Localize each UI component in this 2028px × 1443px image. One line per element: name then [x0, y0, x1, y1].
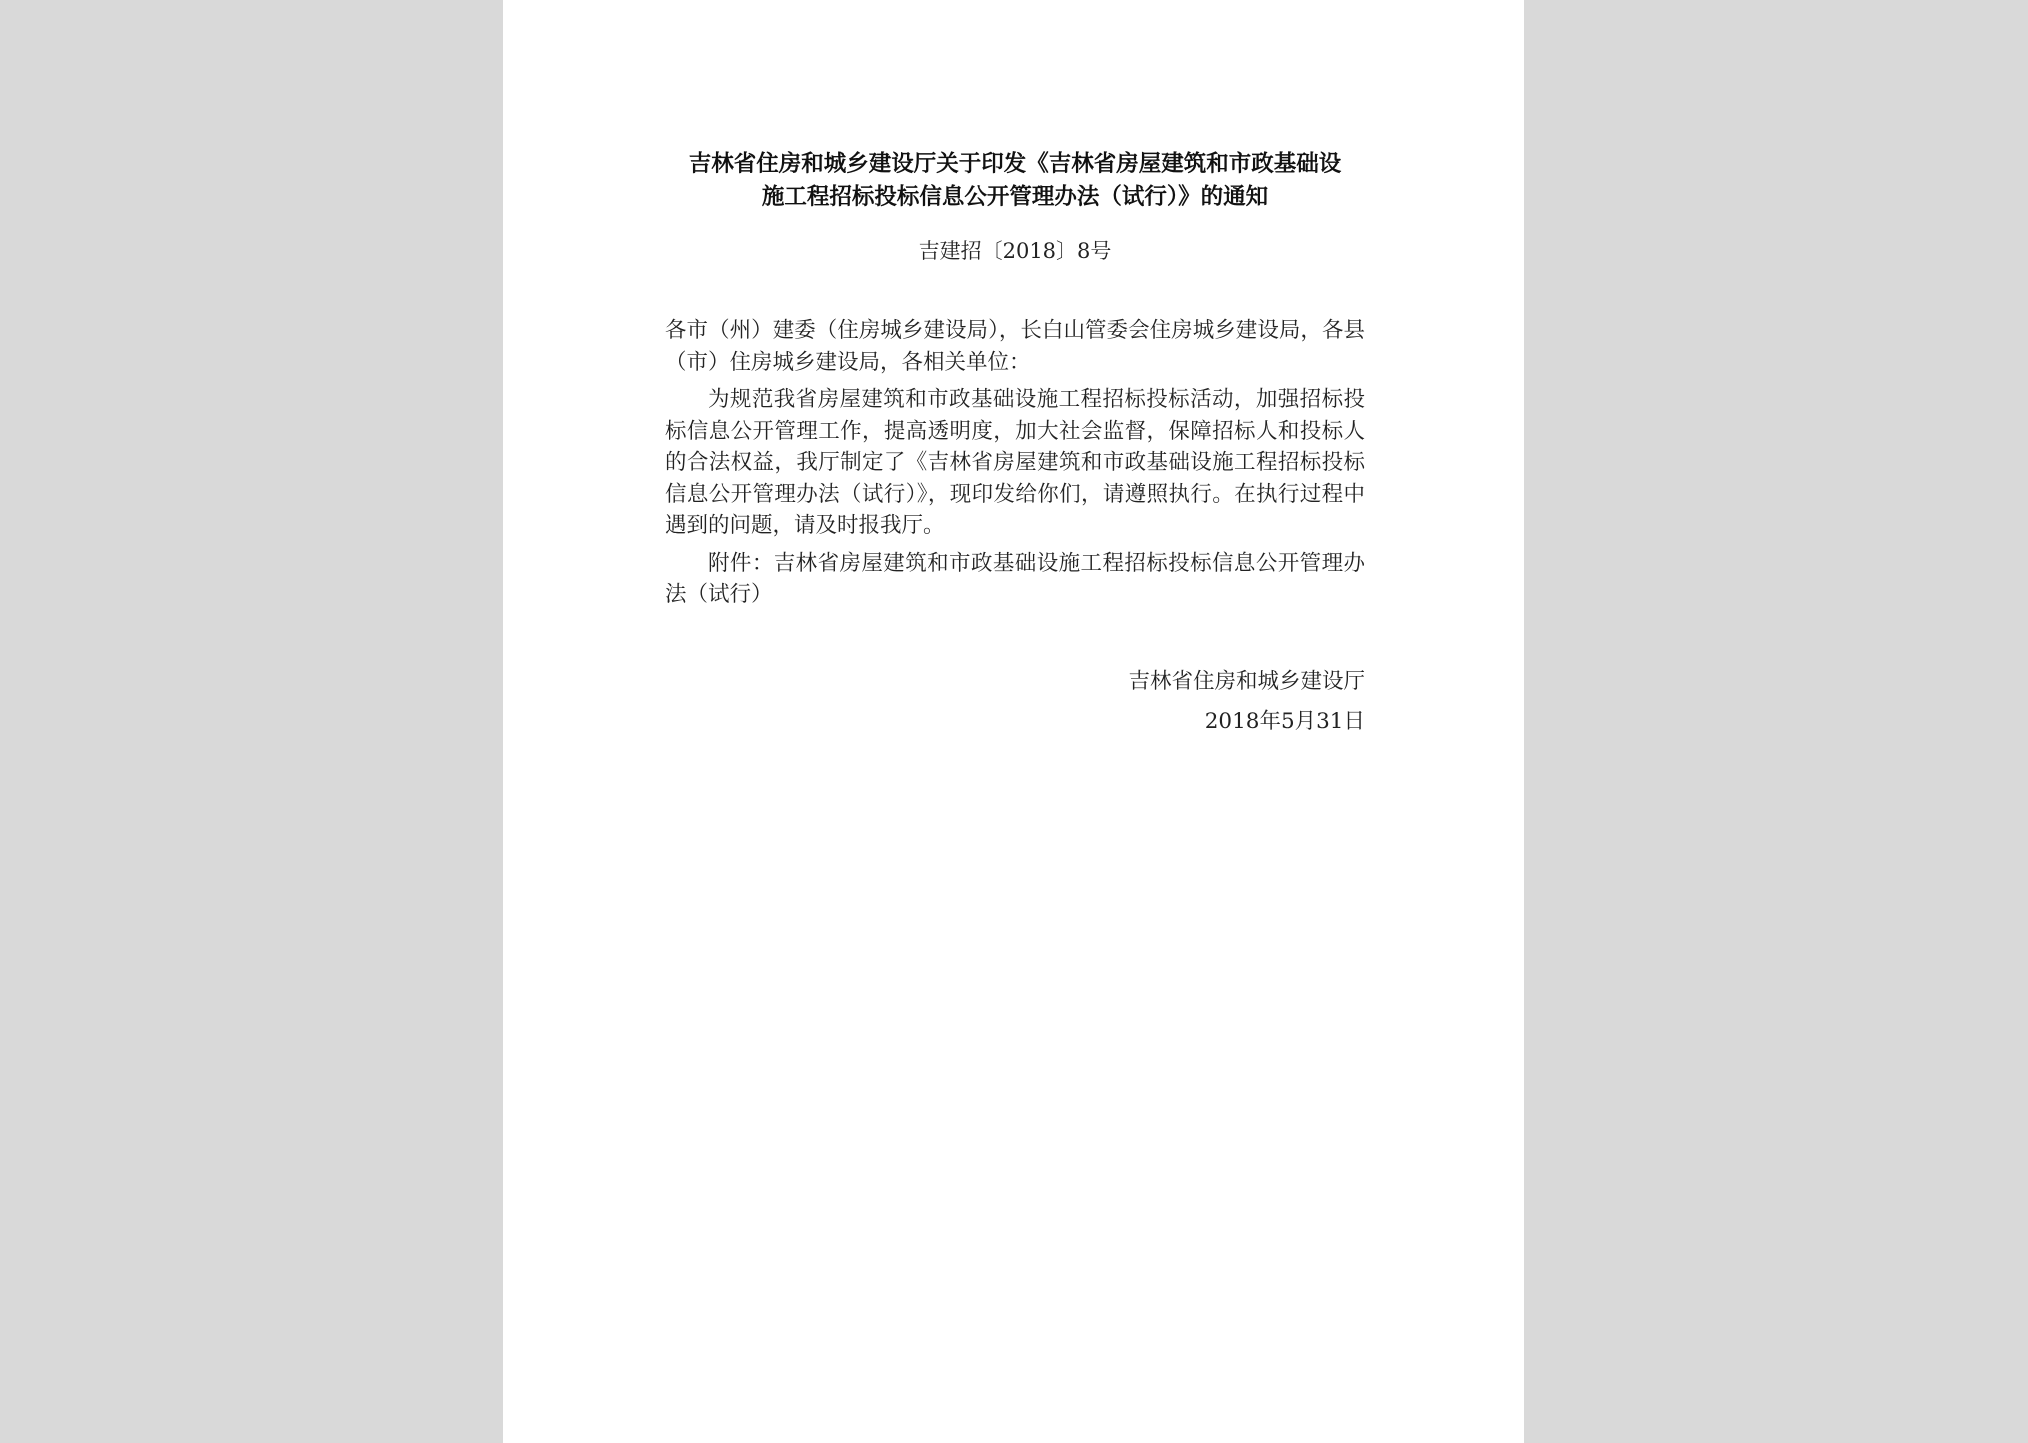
document-number: 吉建招〔2018〕8号: [918, 239, 1112, 263]
salutation: 各市（州）建委（住房城乡建设局），长白山管委会住房城乡建设局，各县（市）住房城乡建设局，各相关单位：: [665, 318, 1365, 375]
document-title-line-2: 施工程招标投标信息公开管理办法（试行）》的通知: [761, 184, 1269, 210]
body-paragraph: 为规范我省房屋建筑和市政基础设施工程招标投标活动，加强招标投标信息公开管理工作，提高透明度，加大社会监督，保障招标人和投标人的合法权益，我厅制定了《吉林省房屋建筑和市政基础设施工程招标投标信息公开管理办法（试行）》，现印发给你们，请遵照执行。在执行过程中遇到的问题，请及时报我厅。: [665, 387, 1365, 538]
issue-date: 2018年5月31日: [1204, 709, 1365, 734]
signature-block: [665, 662, 1365, 742]
document-page: [503, 0, 1524, 1443]
attachment-note: 附件：吉林省房屋建筑和市政基础设施工程招标投标信息公开管理办法（试行）: [665, 550, 1365, 607]
document-body: [665, 315, 1365, 617]
document-title-line-1: 吉林省住房和城乡建设厅关于印发《吉林省房屋建筑和市政基础设: [688, 151, 1342, 177]
issuer-name: 吉林省住房和城乡建设厅: [1128, 669, 1365, 694]
document-title: [665, 148, 1365, 214]
